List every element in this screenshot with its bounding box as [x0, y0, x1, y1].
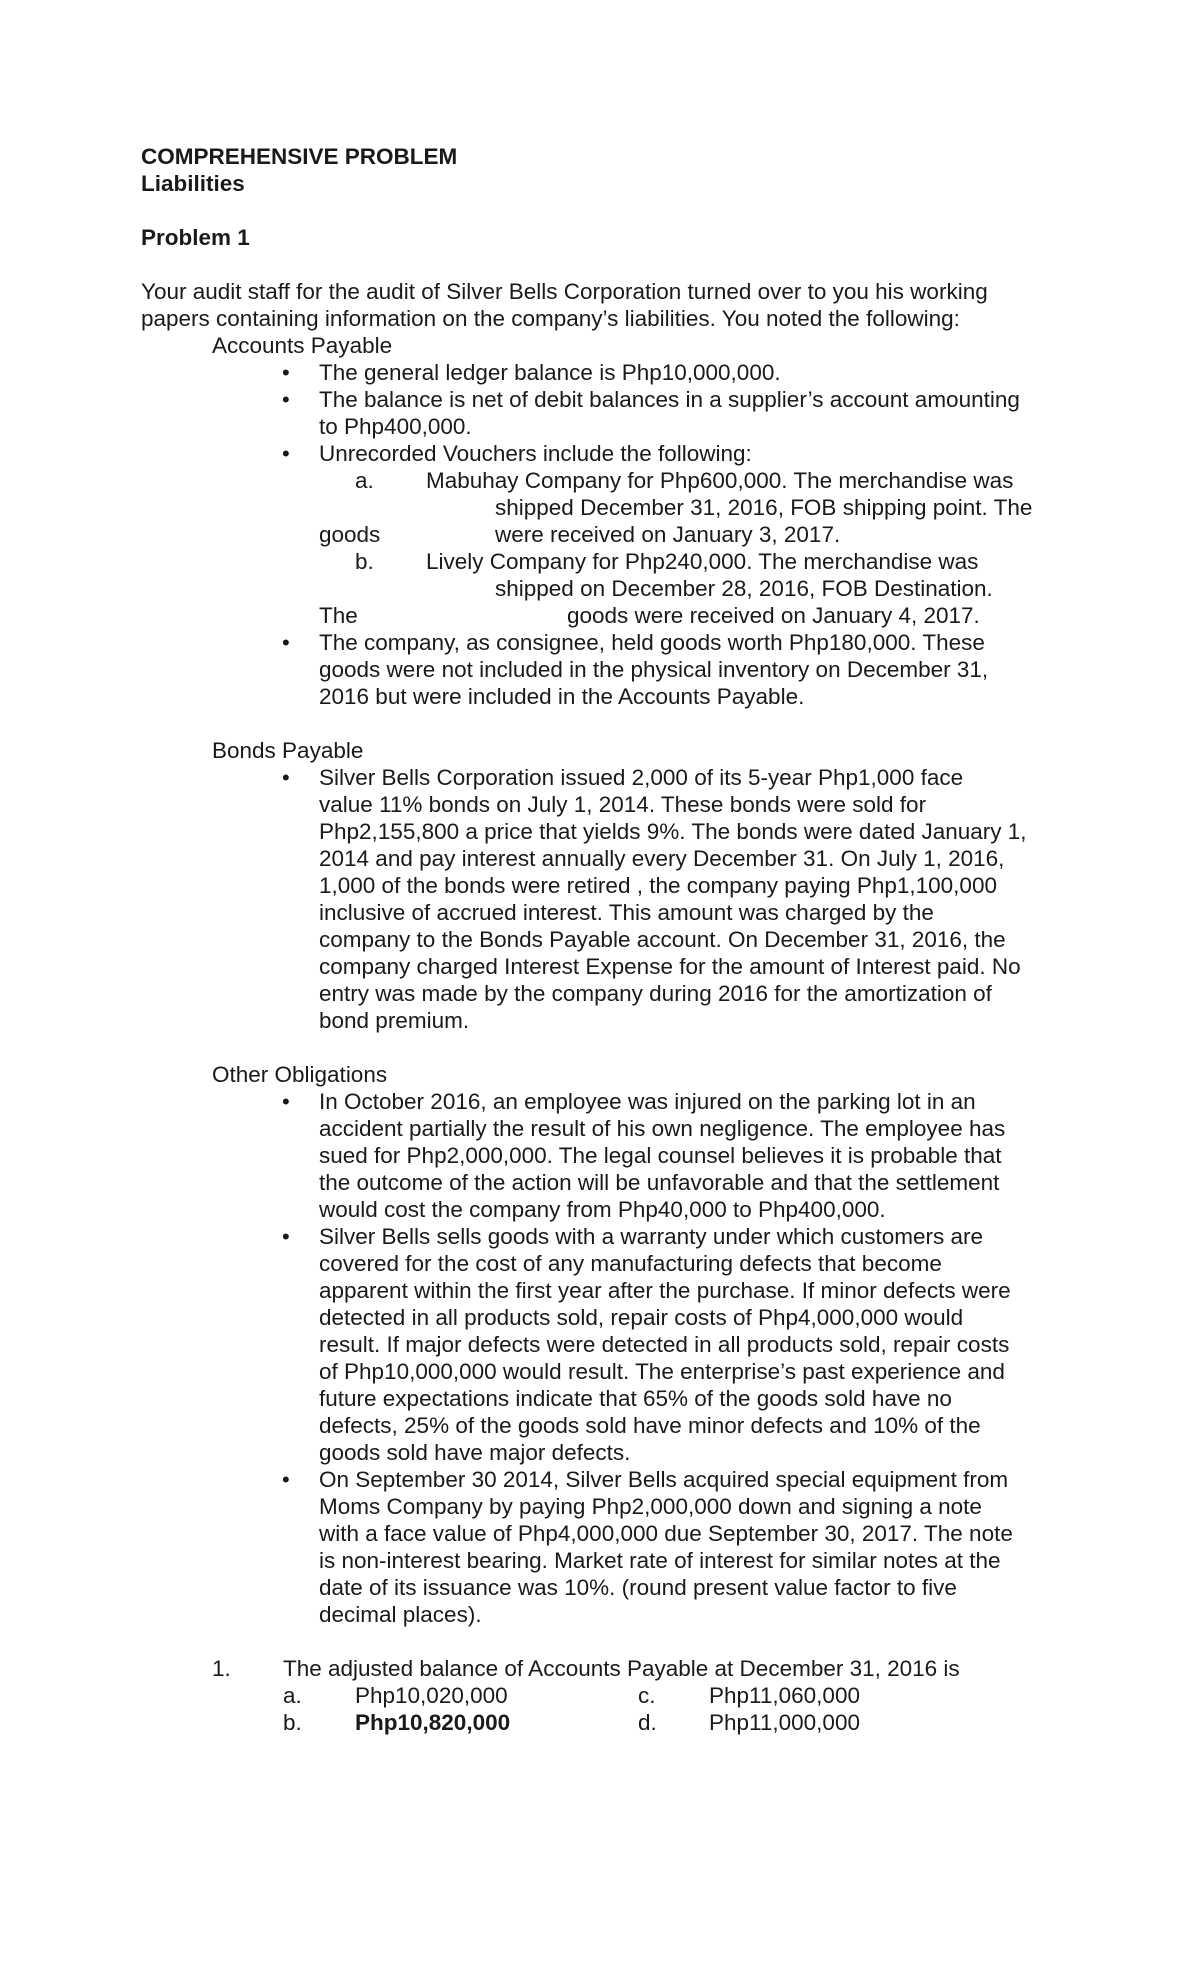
obligations-bullet-1-line: In October 2016, an employee was injured on the parking lot in an: [319, 1089, 976, 1114]
bonds-bullet-line: inclusive of accrued interest. This amount was charged by the: [319, 900, 934, 925]
obligations-bullet-2-line: goods sold have major defects.: [319, 1440, 631, 1465]
option-text: Php11,060,000: [709, 1683, 860, 1708]
voucher-item-line: The: [319, 603, 358, 628]
obligations-bullet-2-line: apparent within the first year after the purchase. If minor defects were: [319, 1278, 1011, 1303]
bonds-bullet-line: value 11% bonds on July 1, 2014. These bonds were sold for: [319, 792, 927, 817]
obligations-bullet-3-line: is non-interest bearing. Market rate of interest for similar notes at the: [319, 1548, 1001, 1573]
ap-bullet-2-line: The balance is net of debit balances in a supplier’s account amounting: [319, 387, 1020, 412]
obligations-bullet-3-line: On September 30 2014, Silver Bells acquired special equipment from: [319, 1467, 1009, 1492]
document-subtitle: Liabilities: [141, 171, 245, 196]
intro-line: Your audit staff for the audit of Silver Bells Corporation turned over to you his working: [141, 279, 988, 304]
obligations-bullet-3-line: date of its issuance was 10%. (round present value factor to five: [319, 1575, 957, 1600]
voucher-item-line: Lively Company for Php240,000. The merchandise was: [426, 549, 979, 574]
bullet-icon: •: [282, 360, 290, 385]
bonds-bullet-line: company to the Bonds Payable account. On December 31, 2016, the: [319, 927, 1006, 952]
bonds-bullet-line: Php2,155,800 a price that yields 9%. The bonds were dated January 1,: [319, 819, 1027, 844]
voucher-item-label: b.: [355, 549, 374, 574]
voucher-item-line: were received on January 3, 2017.: [495, 522, 841, 547]
obligations-bullet-1-line: the outcome of the action will be unfavorable and that the settlement: [319, 1170, 1000, 1195]
obligations-bullet-2-line: future expectations indicate that 65% of the goods sold have no: [319, 1386, 952, 1411]
option-label: a.: [283, 1683, 302, 1708]
voucher-item-line: goods: [319, 522, 381, 547]
option-label: c.: [638, 1683, 656, 1708]
bullet-icon: •: [282, 630, 290, 655]
bonds-bullet-line: 1,000 of the bonds were retired , the company paying Php1,100,000: [319, 873, 997, 898]
option-label: b.: [283, 1710, 302, 1735]
option-text: Php10,020,000: [355, 1683, 508, 1708]
obligations-bullet-2-line: covered for the cost of any manufacturing defects that become: [319, 1251, 942, 1276]
voucher-item-line: Mabuhay Company for Php600,000. The merchandise was: [426, 468, 1014, 493]
ap-bullet-3-line: Unrecorded Vouchers include the following:: [319, 441, 752, 466]
bullet-icon: •: [282, 441, 290, 466]
obligations-bullet-3-line: decimal places).: [319, 1602, 482, 1627]
question-text: The adjusted balance of Accounts Payable at December 31, 2016 is: [283, 1656, 960, 1681]
option-text-correct-answer: Php10,820,000: [355, 1710, 511, 1735]
obligations-bullet-3-line: with a face value of Php4,000,000 due September 30, 2017. The note: [319, 1521, 1013, 1546]
document-title: COMPREHENSIVE PROBLEM: [141, 144, 458, 169]
section-heading-accounts-payable: Accounts Payable: [212, 333, 393, 358]
intro-line: papers containing information on the company’s liabilities. You noted the following:: [141, 306, 960, 331]
question-number: 1.: [212, 1656, 231, 1681]
ap-bullet-4-line: The company, as consignee, held goods worth Php180,000. These: [319, 630, 985, 655]
problem-label: Problem 1: [141, 225, 250, 250]
obligations-bullet-2-line: defects, 25% of the goods sold have minor defects and 10% of the: [319, 1413, 981, 1438]
obligations-bullet-2-line: result. If major defects were detected in all products sold, repair costs: [319, 1332, 1010, 1357]
ap-bullet-4-line: 2016 but were included in the Accounts Payable.: [319, 684, 805, 709]
voucher-item-line: shipped on December 28, 2016, FOB Destination.: [495, 576, 993, 601]
ap-bullet-2-line: to Php400,000.: [319, 414, 472, 439]
ap-bullet-1-line: The general ledger balance is Php10,000,000.: [319, 360, 781, 385]
section-heading-other-obligations: Other Obligations: [212, 1062, 388, 1087]
bonds-bullet-line: bond premium.: [319, 1008, 470, 1033]
bullet-icon: •: [282, 1467, 290, 1492]
obligations-bullet-2-line: Silver Bells sells goods with a warranty under which customers are: [319, 1224, 984, 1249]
bullet-icon: •: [282, 387, 290, 412]
voucher-item-label: a.: [355, 468, 374, 493]
bullet-icon: •: [282, 765, 290, 790]
bonds-bullet-line: entry was made by the company during 2016 for the amortization of: [319, 981, 992, 1006]
ap-bullet-4-line: goods were not included in the physical inventory on December 31,: [319, 657, 989, 682]
obligations-bullet-1-line: accident partially the result of his own negligence. The employee has: [319, 1116, 1006, 1141]
section-heading-bonds-payable: Bonds Payable: [212, 738, 364, 763]
voucher-item-line: goods were received on January 4, 2017.: [567, 603, 980, 628]
bonds-bullet-line: Silver Bells Corporation issued 2,000 of its 5-year Php1,000 face: [319, 765, 964, 790]
obligations-bullet-3-line: Moms Company by paying Php2,000,000 down and signing a note: [319, 1494, 982, 1519]
bonds-bullet-line: 2014 and pay interest annually every December 31. On July 1, 2016,: [319, 846, 1005, 871]
obligations-bullet-2-line: detected in all products sold, repair costs of Php4,000,000 would: [319, 1305, 964, 1330]
bonds-bullet-line: company charged Interest Expense for the amount of Interest paid. No: [319, 954, 1021, 979]
obligations-bullet-2-line: of Php10,000,000 would result. The enterprise’s past experience and: [319, 1359, 1005, 1384]
obligations-bullet-1-line: sued for Php2,000,000. The legal counsel believes it is probable that: [319, 1143, 1002, 1168]
voucher-item-line: shipped December 31, 2016, FOB shipping point. The: [495, 495, 1033, 520]
bullet-icon: •: [282, 1089, 290, 1114]
option-text: Php11,000,000: [709, 1710, 860, 1735]
bullet-icon: •: [282, 1224, 290, 1249]
obligations-bullet-1-line: would cost the company from Php40,000 to Php400,000.: [319, 1197, 886, 1222]
option-label: d.: [638, 1710, 657, 1735]
